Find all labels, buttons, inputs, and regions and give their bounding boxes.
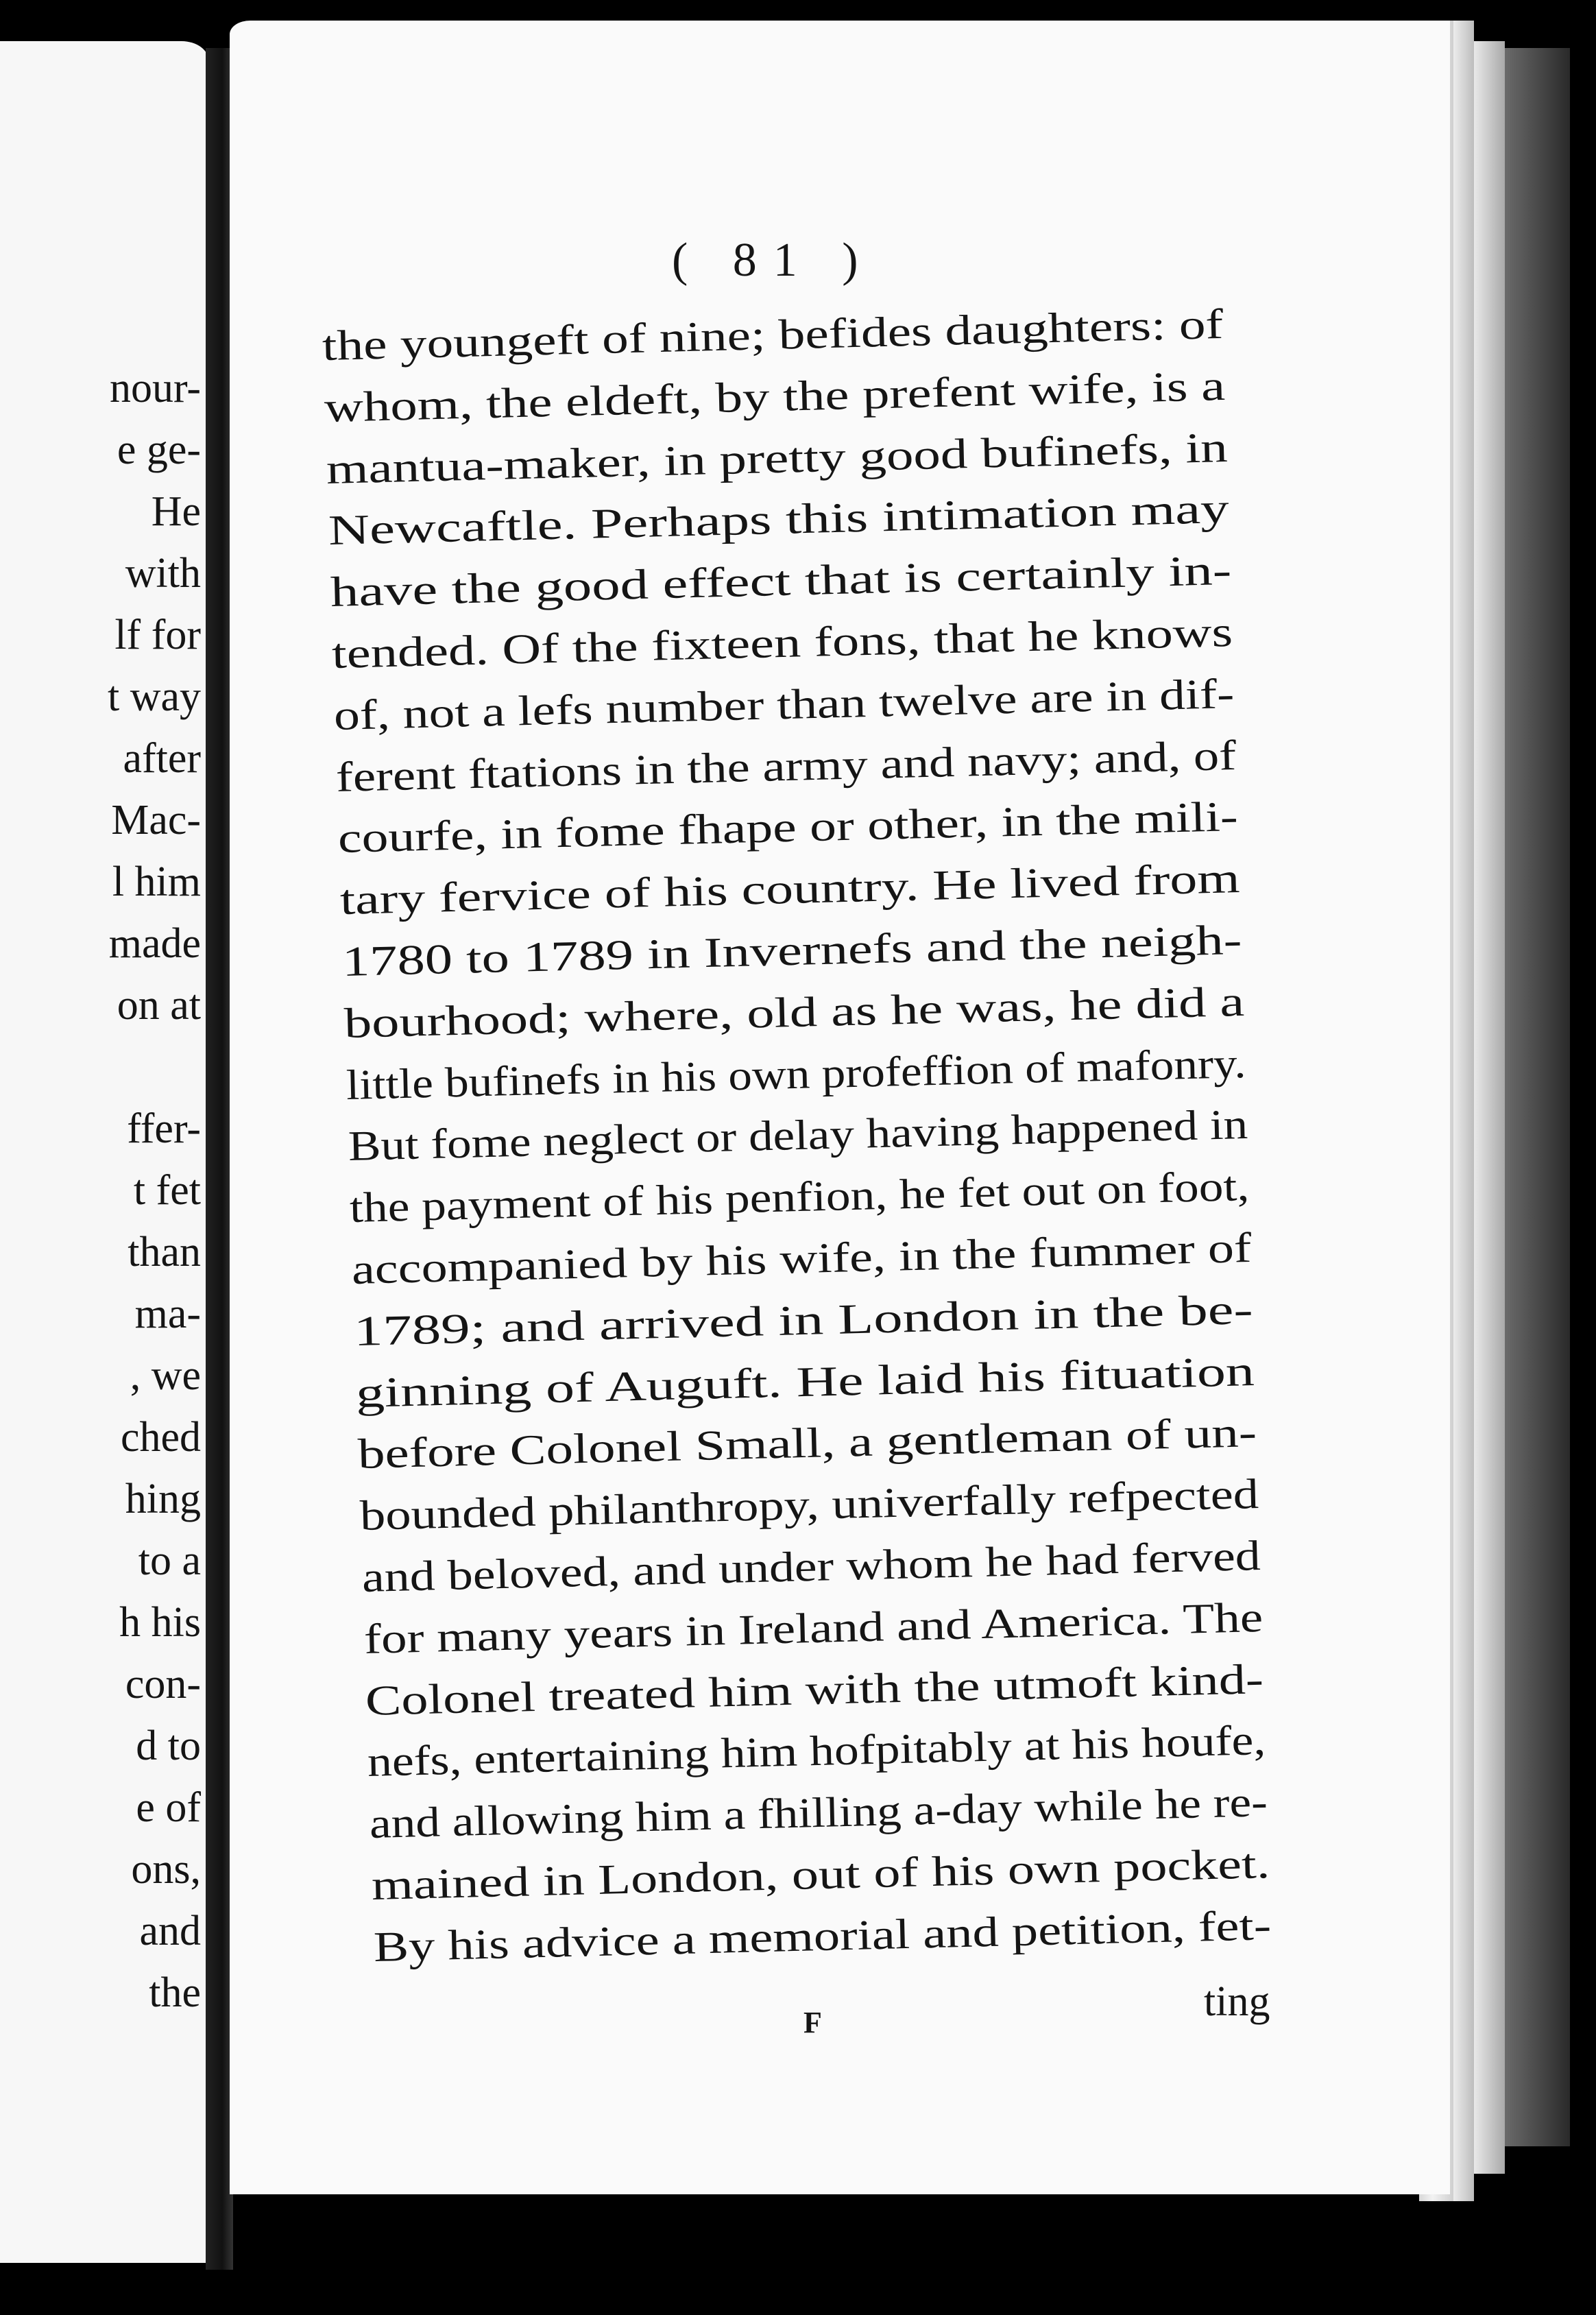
left-line: ffer- xyxy=(127,1105,201,1152)
left-page-fragment xyxy=(0,41,209,2263)
body-line: little bufinefs in his own profeffion of mafonry. xyxy=(345,1040,1246,1109)
body-line: have the good effect that is certainly in- xyxy=(329,547,1232,616)
left-line: He xyxy=(151,488,201,535)
left-line: nour- xyxy=(109,365,201,411)
book-gutter xyxy=(206,48,233,2270)
left-line: e of xyxy=(136,1784,201,1831)
left-line: lf for xyxy=(114,612,201,658)
left-line: , we xyxy=(130,1352,201,1399)
body-line: Colonel treated him with the utmoft kind- xyxy=(365,1655,1265,1725)
left-line: con- xyxy=(125,1661,201,1707)
body-line: whom, the eldeft, by the prefent wife, is a xyxy=(324,362,1226,431)
body-line: and allowing him a fhilling a-day while he re- xyxy=(369,1779,1268,1848)
body-line: ferent ftations in the army and navy; and, of xyxy=(335,732,1237,801)
body-line: 1780 to 1789 in Invernefs and the neigh- xyxy=(341,916,1242,985)
signature-mark: F xyxy=(803,2006,822,2039)
page-edge-shadow xyxy=(1505,48,1570,2146)
left-line: t way xyxy=(107,673,201,720)
left-line: ched xyxy=(120,1414,201,1461)
body-line: mantua-maker, in pretty good bufinefs, in xyxy=(325,424,1229,493)
left-line: on at xyxy=(117,982,201,1029)
catchword: ting xyxy=(1204,1978,1270,2025)
left-line: d to xyxy=(136,1723,201,1769)
page-edge xyxy=(1474,41,1505,2174)
page-edge xyxy=(1453,21,1474,2201)
body-line: 1789; and arrived in London in the be- xyxy=(353,1286,1254,1355)
left-line: to a xyxy=(138,1537,201,1584)
left-line: with xyxy=(125,550,201,597)
body-line: for many years in Ireland and America. The xyxy=(363,1594,1264,1663)
left-line: Mac- xyxy=(111,797,201,843)
left-line: hing xyxy=(125,1476,201,1522)
left-line: h his xyxy=(119,1599,201,1646)
body-line: of, not a lefs number than twelve are in dif- xyxy=(333,670,1235,739)
body-line: and beloved, and under whom he had ferved xyxy=(361,1532,1261,1601)
body-line: tended. Of the fixteen fons, that he knows xyxy=(331,608,1234,677)
left-line: than xyxy=(128,1229,201,1275)
body-line: nefs, entertaining him hofpitably at his houfe, xyxy=(367,1717,1267,1786)
left-line: e ge- xyxy=(117,427,201,473)
left-line: ma- xyxy=(134,1291,201,1337)
left-line: ons, xyxy=(131,1846,201,1893)
body-line: the youngeft of nine; befides daughters: of xyxy=(322,300,1224,370)
body-line: the payment of his penfion, he fet out on foot, xyxy=(349,1163,1250,1232)
page-number: ( 81 ) xyxy=(672,234,875,287)
body-line: bourhood; where, old as he was, he did a xyxy=(343,978,1245,1047)
body-line: bounded philanthropy, univerfally refpected xyxy=(359,1471,1259,1540)
body-line: By his advice a memorial and petition, fet- xyxy=(373,1902,1272,1971)
left-line: t fet xyxy=(133,1167,201,1214)
body-line: Newcaftle. Perhaps this intimation may xyxy=(327,485,1230,555)
left-line: and xyxy=(139,1908,201,1954)
left-line: l him xyxy=(112,859,201,905)
body-line: tary fervice of his country. He lived from xyxy=(339,855,1241,924)
left-line: after xyxy=(123,735,201,782)
body-line: before Colonel Small, a gentleman of un- xyxy=(357,1409,1257,1478)
body-line: ginning of Auguft. He laid his fituation xyxy=(355,1347,1255,1417)
body-line: courfe, in fome fhape or other, in the mili- xyxy=(337,793,1239,863)
body-line: mained in London, out of his own pocket. xyxy=(371,1840,1271,1909)
body-line: accompanied by his wife, in the fummer of xyxy=(351,1224,1253,1293)
left-line: made xyxy=(108,920,201,967)
left-line: the xyxy=(149,1969,201,2016)
body-line: But fome neglect or delay having happened in xyxy=(347,1101,1248,1171)
